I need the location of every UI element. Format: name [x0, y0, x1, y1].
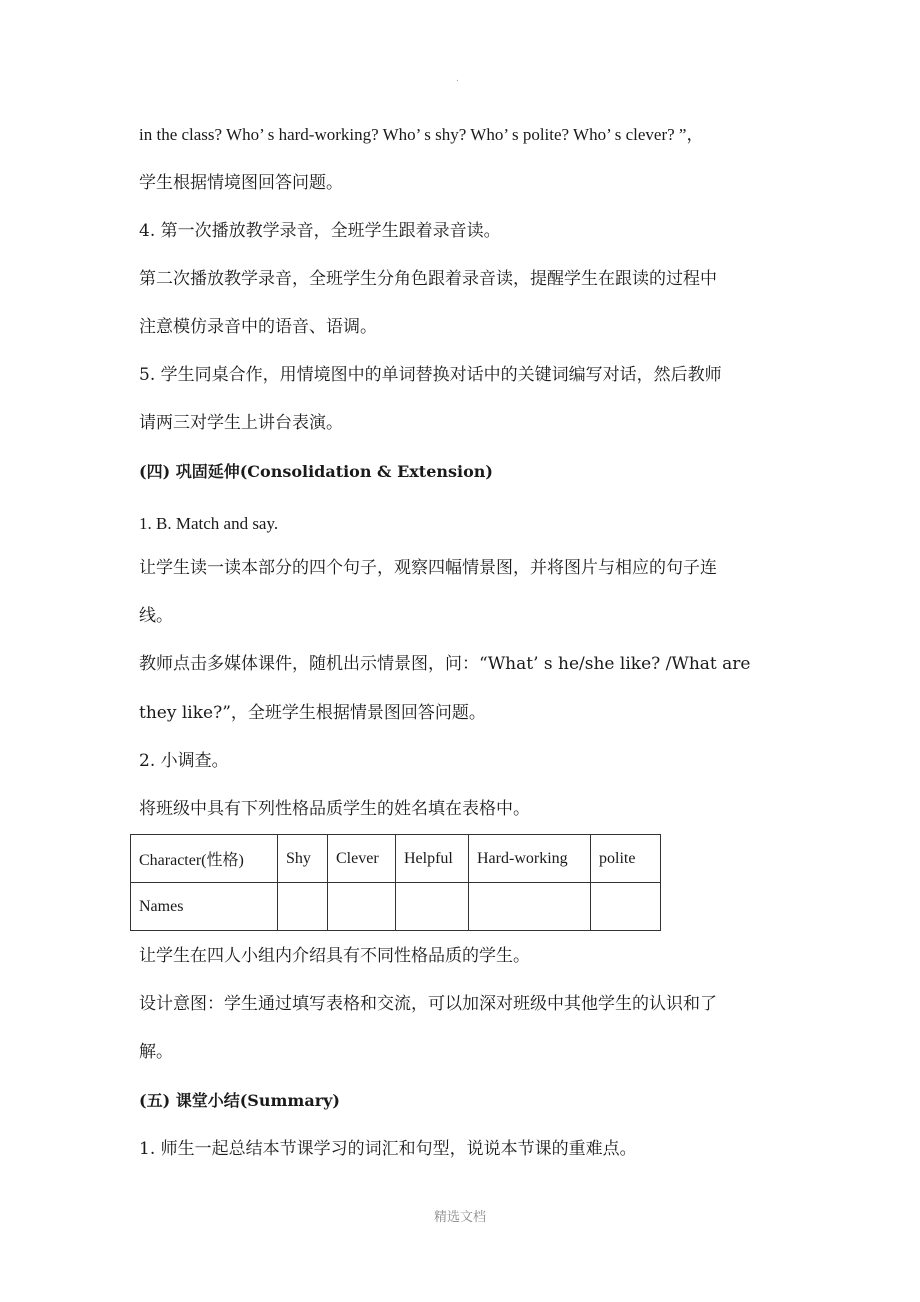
table-cell: Hard-working: [469, 835, 591, 883]
table-cell: Character(性格): [131, 835, 278, 883]
table-cell: Helpful: [396, 835, 469, 883]
text-line: 设计意图：学生通过填写表格和交流，可以加深对班级中其他学生的认识和了: [139, 994, 717, 1014]
text-line: 教师点击多媒体课件，随机出示情景图，问：“What’ s he/she like? /What are: [139, 654, 751, 674]
text-line: 让学生读一读本部分的四个句子，观察四幅情景图，并将图片与相应的句子连: [139, 558, 717, 578]
text-line: 将班级中具有下列性格品质学生的姓名填在表格中。: [139, 799, 530, 819]
text-line: 线。: [139, 606, 173, 626]
text-line: 注意模仿录音中的语音、语调。: [139, 317, 377, 337]
table-cell: Shy: [278, 835, 328, 883]
text-line: 第二次播放教学录音，全班学生分角色跟着录音读，提醒学生在跟读的过程中: [139, 269, 717, 289]
text-line: 5. 学生同桌合作，用情境图中的单词替换对话中的关键词编写对话，然后教师: [139, 365, 722, 385]
page-footer: 精选文档: [433, 1210, 486, 1225]
table-cell: [591, 883, 661, 931]
section-heading-summary: (五) 课堂小结(Summary): [139, 1091, 340, 1110]
survey-table: [130, 834, 661, 931]
text-line: 1. B. Match and say.: [139, 514, 279, 533]
text-line: 学生根据情境图回答问题。: [139, 173, 343, 193]
text-line: 2. 小调查。: [139, 751, 229, 771]
table-cell: polite: [591, 835, 661, 883]
table-cell: Clever: [328, 835, 396, 883]
table-cell: [278, 883, 328, 931]
text-line: 解。: [139, 1042, 173, 1062]
table-cell: Names: [131, 883, 278, 931]
text-line: 请两三对学生上讲台表演。: [139, 413, 343, 433]
text-line: in the class? Who’ s hard-working? Who’ s shy? Who’ s polite? Who’ s clever? ”，: [139, 125, 704, 144]
section-heading-consolidation: (四) 巩固延伸(Consolidation & Extension): [139, 462, 493, 481]
text-line: 1. 师生一起总结本节课学习的词汇和句型，说说本节课的重难点。: [139, 1139, 637, 1159]
text-line: they like?”，全班学生根据情景图回答问题。: [139, 703, 486, 723]
page-header-mark: .: [456, 74, 459, 84]
table-row: [131, 883, 661, 931]
table-header-row: [131, 835, 661, 883]
text-line: 让学生在四人小组内介绍具有不同性格品质的学生。: [139, 946, 530, 966]
table-cell: [396, 883, 469, 931]
table-cell: [469, 883, 591, 931]
text-line: 4. 第一次播放教学录音，全班学生跟着录音读。: [139, 221, 501, 241]
table-cell: [328, 883, 396, 931]
